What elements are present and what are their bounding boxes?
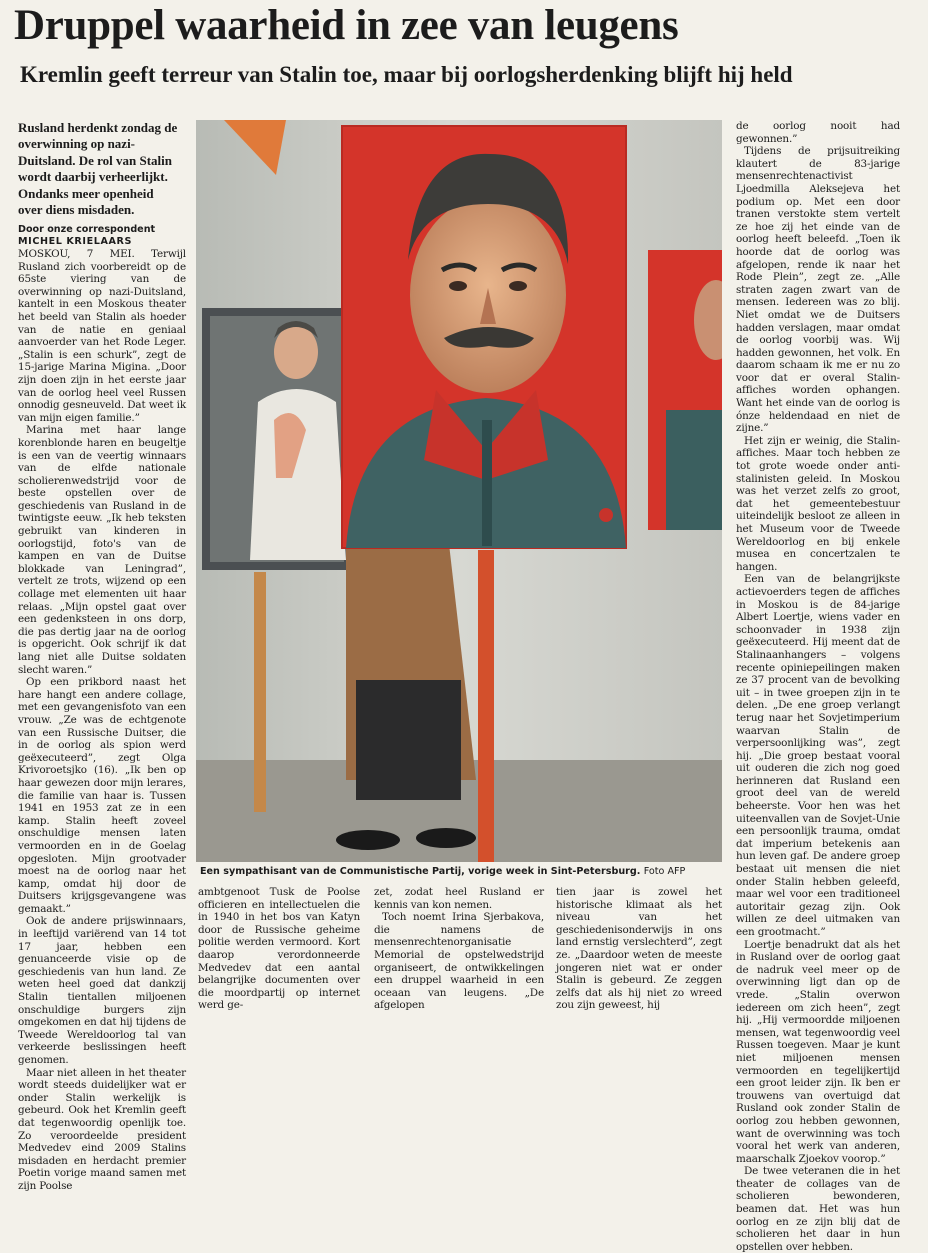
paragraph: Tijdens de prijsuitreiking klautert de 83-jarige mensenrechtenactivist Ljoedmilla Aleksejeva het podium op. Met een door tranen verstokte stem vertelt ze hoe zij het einde van de oorlog heeft beleefd. „Toen ik hoorde dat de oorlog was afgelopen, rende ik naar het Rode Plein”, zegt ze. „Alle straten zagen zwart van de mensen. Iedereen was zo blij. Niet omdat we de Duitsers hadden verslagen, maar omdat de oorlog voorbij was. Wij hadden gewonnen, het volk. En daarom schaam ik me er nu zo voor dat er overal Stalin-affiches worden ophangen. Want het einde van de oorlog is ónze heldendaad en niet de zijne.” <box>736 145 900 435</box>
column-right <box>736 120 900 1253</box>
paragraph: De twee veteranen die in het theater de collages van de scholieren bewonderen, beamen dat. Het was hun oorlog en ze zijn blij dat de scholieren het daar in hun opstellen over hebben. <box>736 1165 900 1253</box>
byline-label: Door onze correspondent <box>18 224 156 235</box>
caption-text: Een sympathisant van de Communistische Partij, vorige week in Sint-Petersburg. <box>200 866 641 877</box>
paragraph: Op een prikbord naast het hare hangt een andere collage, met een gevangenisfoto van een vrouw. „Ze was de echtgenote van een Russische Duitser, die in de oorlog als spion werd geëxecuteerd”, zegt Olga Krivoroetsjko (16). „Ik ben op haar gewezen door mijn lerares, die familie van haar is. Tussen 1941 en 1953 zat ze in een kamp. Stalin heeft zoveel onschuldige mensen laten vermoorden en in de Goelag opgesloten. Mijn grootvader moest na de oorlog naar het kamp, omdat hij door de Duitsers krijgsgevangene was gemaakt.” <box>18 676 186 915</box>
paragraph: Loertje benadrukt dat als het in Rusland over de oorlog gaat de nadruk veel meer op de overwinning ligt dan op de vrede. „Stalin overwon iedereen om zich heen”, zegt hij. „Hij vermoordde miljoenen mensen, wat tegenwoordig veel Russen toegeven. Maar je kunt niet miljoenen mensen vermoorden en tegelijkertijd een groot leider zijn. Ik ben er trouwens van overtuigd dat Rusland ook zonder Stalin de oorlog zou hebben gewonnen, want de overwinning was toch vooral het werk van anderen, maarschalk Zjoekov voorop.” <box>736 938 900 1165</box>
photo <box>196 120 722 862</box>
paragraph: tien jaar is zowel het historische klimaat als het niveau van het geschiedenisonderwijs in ons land ernstig verslechterd”, zegt ze. „Daardoor weten de meeste jongeren niet wat er onder Stalin is gebeurd. Ze zeggen zelfs dat als hij niet zo wreed zou zijn geweest, hij <box>556 886 722 1012</box>
column-bottom-4 <box>556 886 722 1012</box>
paragraph: zet, zodat heel Rusland er kennis van kon nemen. <box>374 886 544 911</box>
headline: Druppel waarheid in zee van leugens <box>14 2 679 49</box>
column-left <box>18 248 186 1193</box>
paragraph: Toch noemt Irina Sjerbakova, die namens de mensenrechtenorganisatie Memorial de opstelwedstrijd organiseert, de ontwikkelingen een druppel waarheid in een oceaan van leugens. „De afgelopen <box>374 911 544 1012</box>
photo-credit: Foto AFP <box>643 866 686 877</box>
byline-author: MICHEL KRIELAARS <box>18 236 132 247</box>
paragraph: Maar niet alleen in het theater wordt steeds duidelijker wat er onder Stalin werkelijk is gebeurd. Ook het Kremlin geeft dat tegenwoordig openlijk toe. Zo veroordeelde president Medvedev eind 2009 Stalins misdaden en herdacht premier Poetin vorige maand samen met zijn Poolse <box>18 1066 186 1192</box>
paragraph: ambtgenoot Tusk de Poolse officieren en intellectuelen die in 1940 in het bos van Katyn door de Russische geheime politie werden vermoord. Kort daarop verordonneerde Medvedev dat een aantal belangrijke documenten over die moordpartij op internet werd ge- <box>198 886 360 1012</box>
paragraph: Marina met haar lange korenblonde haren en beugeltje is een van de veertig winnaars van de elfde nationale scholierenwedstrijd voor de beste opstellen over de geschiedenis van Rusland in de twintigste eeuw. „Ik heb teksten gebruikt van kinderen in oorlogstijd, foto's van de kampen en van de Duitse blokkade van Leningrad”, vertelt ze trots, wijzend op een collage met elementen uit haar relaas. „Mijn opstel gaat over een gedenksteen in ons dorp, die pas dertig jaar na de oorlog is opgericht. Ook schrijf ik dat lang niet alle Duitse soldaten slecht waren.” <box>18 424 186 676</box>
lead-paragraph: Rusland herdenkt zondag de overwinning op nazi-Duitsland. De rol van Stalin wordt daarbij verheerlijkt. Ondanks meer openheid over diens misdaden. <box>18 120 178 218</box>
paragraph: Het zijn er weinig, die Stalin-affiches. Maar toch hebben ze tot grote woede onder anti-stalinisten geleid. In Moskou was het verzet zelfs zo groot, dat het gemeentebestuur uiteindelijk besloot ze alleen in het Museum voor de Tweede Wereldoorlog en bij enkele musea en concertzalen te hangen. <box>736 434 900 573</box>
paragraph: MOSKOU, 7 MEI. Terwijl Rusland zich voorbereidt op de 65ste viering van de overwinning op nazi-Duitsland, kantelt in een Moskous theater het beeld van Stalin als hoeder van de natie en geniaal aanvoerder van het Rode Leger. „Stalin is een schurk”, zegt de 15-jarige Marina Migina. „Door zijn doen zijn in het eerste jaar van de oorlog heel veel Russen onnodig gesneuveld. Dat weet ik van mijn eigen familie.” <box>18 248 186 424</box>
column-bottom-3 <box>374 886 544 1012</box>
paragraph: Ook de andere prijswinnaars, in leeftijd variërend van 14 tot 17 jaar, hebben een genuanceerde visie op de geschiedenis van hun land. Ze weten heel goed dat dankzij Stalin tientallen miljoenen onschuldige burgers zijn omgekomen en dat hij tijdens de Tweede Wereldoorlog tal van verkeerde beslissingen heeft genomen. <box>18 915 186 1066</box>
column-bottom-2 <box>198 886 360 1012</box>
paragraph: de oorlog nooit had gewonnen.” <box>736 120 900 145</box>
paragraph: Een van de belangrijkste actievoerders tegen de affiches in Moskou is de 84-jarige Albert Loertje, wiens vader en schoonvader in 1938 zijn geëxecuteerd. Hij meent dat de Stalinaanhangers – volgens recente opiniepeilingen maken ze 37 procent van de bevolking uit – in twee groepen zijn in te delen. „De ene groep verlangt terug naar het Sovjetimperium waarvan Stalin de verpersoonlijking was”, zegt hij. „Die groep bestaat vooral uit ouderen die zich nog goed herinneren dat Rusland een groot deel van de wereld beheerste. Voor hen was het uiteenvallen van de Sovjet-Unie een persoonlijk trauma, omdat dat imperium betekenis aan hun leven gaf. De andere groep bestaat uit mensen die niet onder Stalin hebben geleefd, maar wel voor een traditioneel autoritair gezag zijn. Ook willen ze deel uitmaken van een grootmacht.” <box>736 573 900 938</box>
byline <box>18 224 183 248</box>
stalin-poster-photo <box>196 120 722 862</box>
photo-caption <box>200 866 720 877</box>
subheadline: Kremlin geeft terreur van Stalin toe, maar bij oorlogsherdenking blijft hij held <box>20 62 793 87</box>
